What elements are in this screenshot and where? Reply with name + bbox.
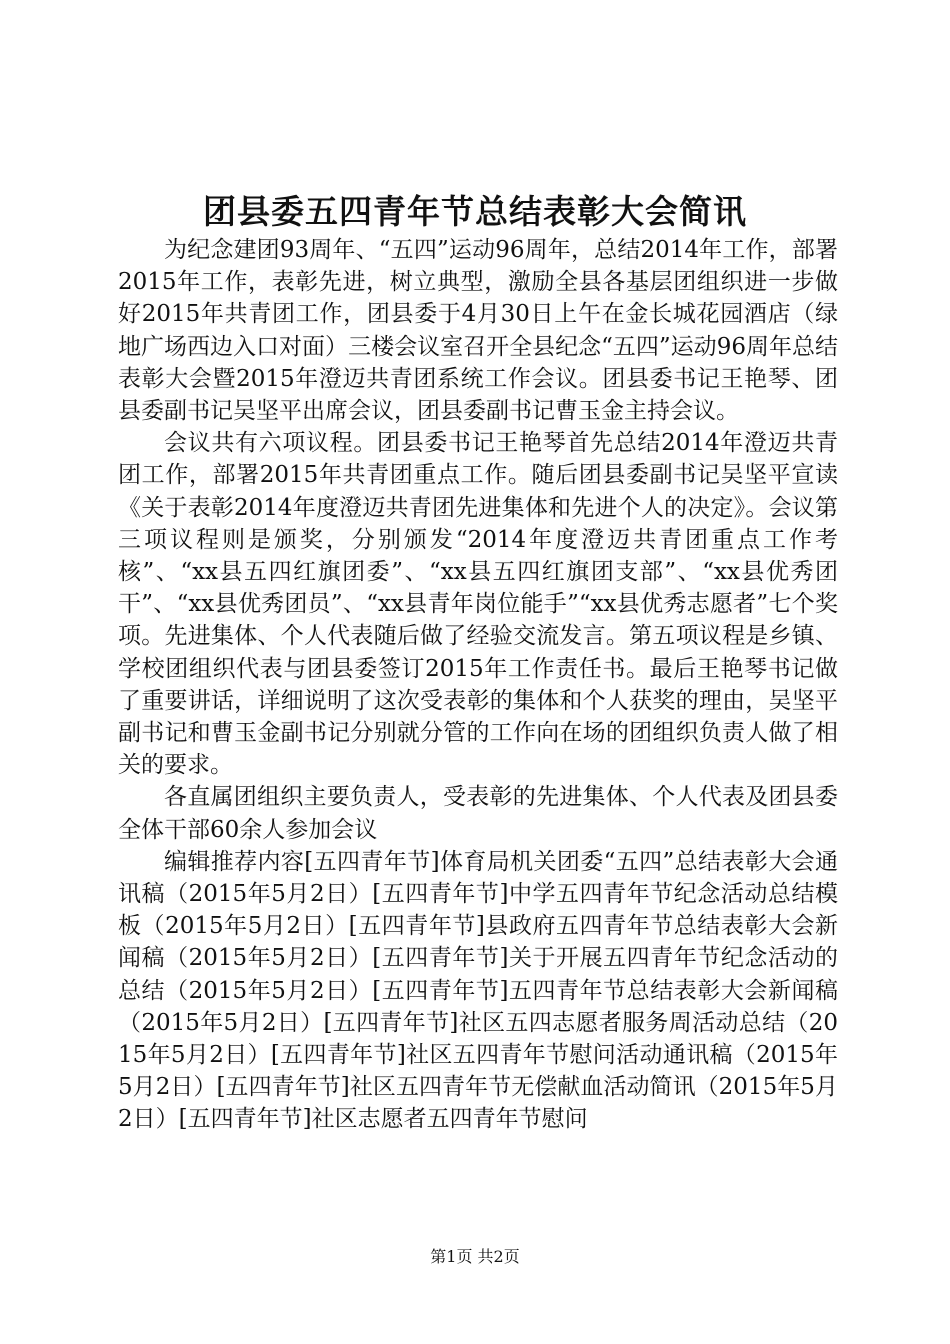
paragraph-attendees: 各直属团组织主要负责人，受表彰的先进集体、个人代表及团县委全体干部60余人参加会议 [118,784,838,843]
document-body [118,234,838,1136]
page-footer [0,1244,950,1267]
paragraph-recommended: 编辑推荐内容[五四青年节]体育局机关团委“五四”总结表彰大会通讯稿（2015年5月2日）[五四青年节]中学五四青年节纪念活动总结模板（2015年5月2日）[五四青年节]县政府五四青年节总结表彰大会新闻稿（2015年5月2日）[五四青年节]关于开展五四青年节纪念活动的总结（2015年5月2日）[五四青年节]五四青年节总结表彰大会新闻稿（2015年5月2日）[五四青年节]社区五四志愿者服务周活动总结（2015年5月2日）[五四青年节]社区五四青年节慰问活动通讯稿（2015年5月2日）[五四青年节]社区五四青年节无偿献血活动简讯（2015年5月2日）[五四青年节]社区志愿者五四青年节慰问 [118,848,838,1133]
paragraph-intro: 为纪念建团93周年、“五四”运动96周年，总结2014年工作，部署2015年工作，表彰先进，树立典型，激励全县各基层团组织进一步做好2015年共青团工作，团县委于4月30日上午在金长城花园酒店（绿地广场西边入口对面）三楼会议室召开全县纪念“五四”运动96周年总结表彰大会暨2015年澄迈共青团系统工作会议。团县委书记王艳琴、团县委副书记吴坚平出席会议，团县委副书记曹玉金主持会议。 [118,237,838,425]
paragraph-agenda: 会议共有六项议程。团县委书记王艳琴首先总结2014年澄迈共青团工作，部署2015年共青团重点工作。随后团县委副书记吴坚平宣读《关于表彰2014年度澄迈共青团先进集体和先进个人的决定》。会议第三项议程则是颁奖，分别颁发“2014年度澄迈共青团重点工作考核”、“xx县五四红旗团委”、“xx县五四红旗团支部”、“xx县优秀团干”、“xx县优秀团员”、“xx县青年岗位能手”“xx县优秀志愿者”七个奖项。先进集体、个人代表随后做了经验交流发言。第五项议程是乡镇、学校团组织代表与团县委签订2015年工作责任书。最后王艳琴书记做了重要讲话，详细说明了这次受表彰的集体和个人获奖的理由，吴坚平副书记和曹玉金副书记分别就分管的工作向在场的团组织负责人做了相关的要求。 [118,430,838,779]
page-indicator: 第1页 共2页 [430,1247,520,1266]
document-title: 团县委五四青年节总结表彰大会简讯 [203,192,747,231]
